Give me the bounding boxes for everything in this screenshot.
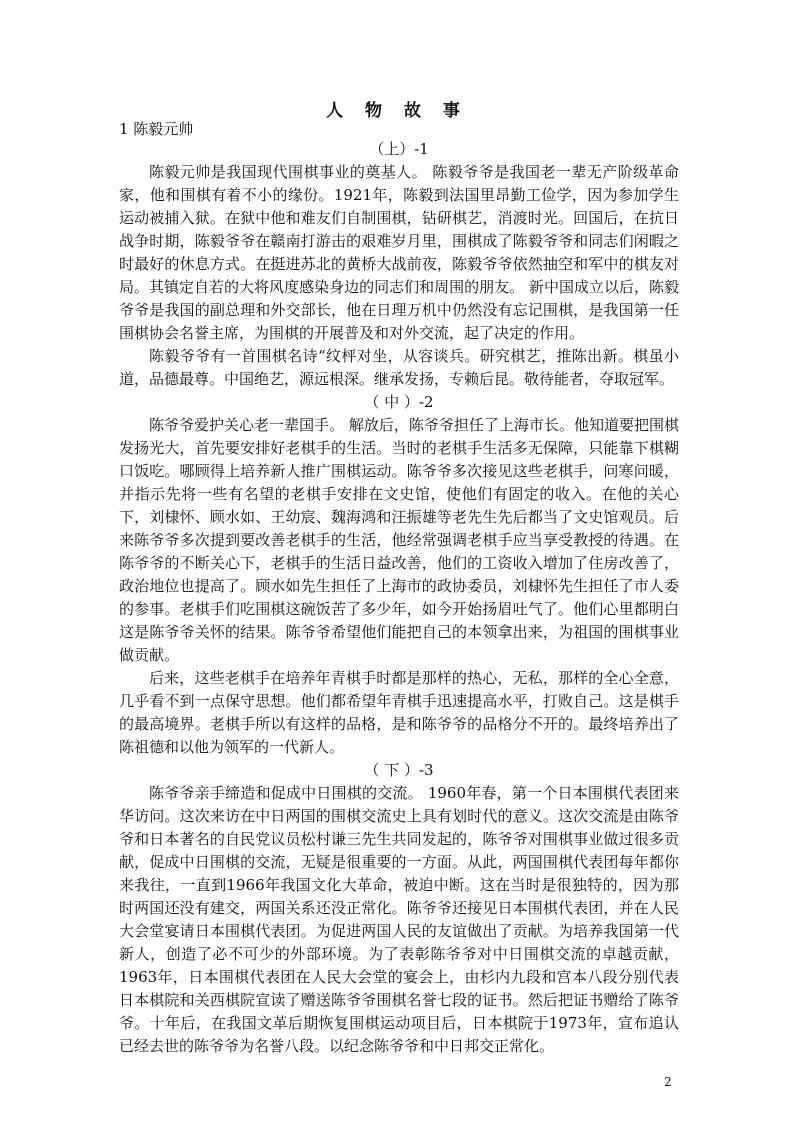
page-number: 2 [664,1075,672,1089]
section-heading: 1 陈毅元帅 [119,120,194,138]
paragraph: 陈爷爷爱护关心老一辈国手。 解放后，陈爷爷担任了上海市长。他知道要把围棋发扬光大，首先要安排好老棋手的生活。当时的老棋手生活多无保障，只能靠下棋糊口饭吃。哪顾得上培养新人推广围棋运动。陈爷爷多次接见这些老棋手，问寒问暖，并指示先将一些有名望的老棋手安排在文史馆，使他们有固定的收入。在他的关心下，刘棣怀、顾水如、王幼宸、魏海鸿和汪振雄等老先生先后都当了文史馆观员。后来陈爷爷多次提到要改善老棋手的生活，他经常强调老棋手应当享受教授的待遇。在陈爷爷的不断关心下，老棋手的生活日益改善，他们的工资收入增加了住房改善了，政治地位也提高了。顾水如先生担任了上海市的政协委员，刘棣怀先生担任了市人委的参事。老棋手们吃围棋这碗饭苦了多少年，如今开始扬眉吐气了。他们心里都明白这是陈爷爷关怀的结果。陈爷爷希望他们能把自己的本领拿出来，为祖国的围棋事业做贡献。 [119,416,679,664]
document-title: 人 物 故 事 [326,101,468,121]
body-text [119,138,679,1058]
paragraph: 陈爷爷亲手缔造和促成中日围棋的交流。 1960年春，第一个日本围棋代表团来华访问。这次来访在中日两国的围棋交流史上具有划时代的意义。这次交流是由陈爷爷和日本著名的自民党议员松村谦三先生共同发起的，陈爷爷对围棋事业做过很多贡献，促成中日围棋的交流，无疑是很重要的一方面。从此，两国围棋代表团每年都你来我往，一直到1966年我国文化大革命，被迫中断。这在当时是很独特的，因为那时两国还没有建交，两国关系还没正常化。陈爷爷还接见日本围棋代表团，并在人民大会堂宴请日本围棋代表团。为促进两国人民的友谊做出了贡献。为培养我国第一代新人，创造了必不可少的外部环境。为了表彰陈爷爷对中日围棋交流的卓越贡献，1963年，日本围棋代表团在人民大会堂的宴会上，由杉内九段和宫本八段分别代表日本棋院和关西棋院宣读了赠送陈爷爷围棋名誉七段的证书。然后把证书赠给了陈爷爷。十年后，在我国文革后期恢复围棋运动项目后，日本棋院于1973年，宣布追认已经去世的陈爷爷为名誉八段。以纪念陈爷爷和中日邦交正常化。 [119,784,679,1055]
part-heading-lower: （ 下 ）-3 [364,761,434,779]
paragraph: 陈毅元帅是我国现代围棋事业的奠基人。 陈毅爷爷是我国老一辈无产阶级革命家，他和围棋有着不小的缘份。1921年，陈毅到法国里昂勤工俭学，因为参加学生运动被捕入狱。在狱中他和难友们自制围棋，钻研棋艺，消渡时光。回国后，在抗日战争时期，陈毅爷爷在赣南打游击的艰难岁月里，围棋成了陈毅爷爷和同志们闲暇之时最好的休息方式。在挺进苏北的黄桥大战前夜，陈毅爷爷依然抽空和军中的棋友对局。其镇定自若的大将风度感染身边的同志们和周围的朋友。 新中国成立以后，陈毅爷爷是我国的副总理和外交部长，他在日理万机中仍然没有忘记围棋，是我国第一任围棋协会名誉主席，为围棋的开展普及和对外交流，起了决定的作用。 [119,163,679,342]
paragraph: 陈毅爷爷有一首围棋名诗“纹枰对坐，从容谈兵。研究棋艺，推陈出新。棋虽小道，品德最尊。中国绝艺，源远根深。继承发扬，专赖后昆。敬待能者，夺取冠军。 [119,347,679,388]
paragraph: 后来，这些老棋手在培养年青棋手时都是那样的热心，无私，那样的全心全意，几乎看不到一点保守思想。他们都希望年青棋手迅速提高水平，打败自己。这是棋手的最高境界。老棋手所以有这样的品格，是和陈爷爷的品格分不开的。最终培养出了陈祖德和以他为领军的一代新人。 [119,669,679,756]
part-heading-middle: （ 中 ）-2 [364,393,434,411]
part-heading-upper: （上）-1 [369,140,429,158]
